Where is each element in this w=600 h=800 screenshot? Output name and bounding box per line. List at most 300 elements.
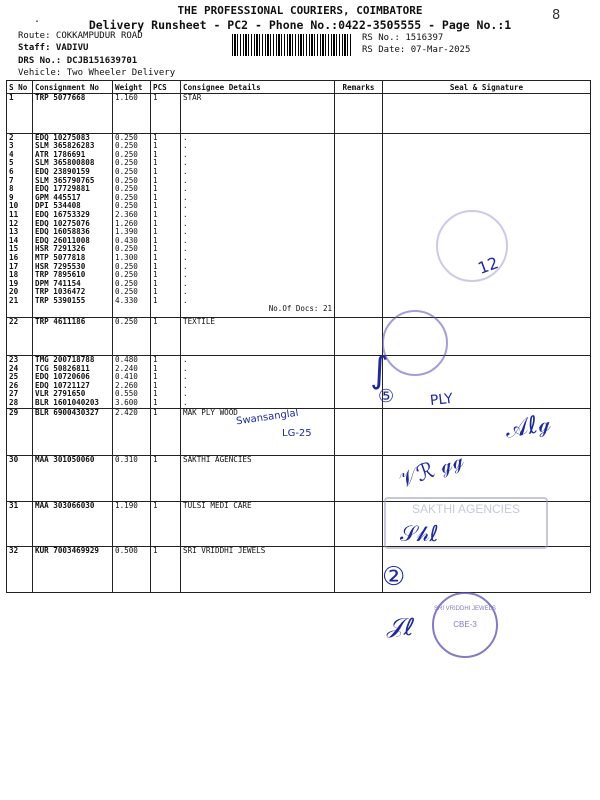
weight-cell: 0.310 — [113, 456, 151, 465]
pcs-cell: 1 — [151, 288, 181, 297]
consignment-cell: MAA 301050060 — [33, 456, 113, 465]
weight-cell: 1.390 — [113, 228, 151, 237]
weight-cell: 0.250 — [113, 168, 151, 177]
table-row — [7, 271, 591, 280]
table-row — [7, 280, 591, 289]
pcs-cell: 1 — [151, 151, 181, 160]
remarks-cell — [335, 263, 383, 272]
table-row — [7, 168, 591, 177]
weight-cell: 0.250 — [113, 271, 151, 280]
consignee-cell: . — [181, 228, 335, 237]
pcs-cell: 1 — [151, 245, 181, 254]
consignee-cell: . — [181, 245, 335, 254]
weight-cell: 1.260 — [113, 220, 151, 229]
rs-number: RS No.: 1516397 — [362, 33, 444, 43]
empty-cell — [33, 305, 113, 318]
empty-cell — [181, 510, 335, 547]
seal-signature-cell — [383, 151, 591, 160]
pcs-cell: 1 — [151, 271, 181, 280]
consignee-cell: . — [181, 151, 335, 160]
weight-cell: 0.250 — [113, 142, 151, 151]
sno-cell: 11 — [7, 211, 33, 220]
consignment-cell: DPI 534408 — [33, 202, 113, 211]
consignee-cell: . — [181, 177, 335, 186]
remarks-cell — [335, 501, 383, 510]
seal-signature-cell — [383, 177, 591, 186]
weight-cell: 0.250 — [113, 318, 151, 327]
consignment-cell: BLR 1601040203 — [33, 399, 113, 408]
consignment-cell: EDQ 16753329 — [33, 211, 113, 220]
consignee-cell: . — [181, 211, 335, 220]
sno-cell: 4 — [7, 151, 33, 160]
seal-signature-cell — [383, 382, 591, 391]
signature-scribble: 𝒱ℛ ℊℊ — [395, 447, 468, 494]
consignee-cell: . — [181, 382, 335, 391]
table-row — [7, 142, 591, 151]
table-row — [7, 288, 591, 297]
sno-cell: 2 — [7, 133, 33, 142]
pcs-cell: 1 — [151, 228, 181, 237]
consignee-cell: . — [181, 390, 335, 399]
sno-cell: 26 — [7, 382, 33, 391]
remarks-cell — [335, 318, 383, 327]
weight-cell: 0.250 — [113, 151, 151, 160]
seal-signature-cell — [383, 159, 591, 168]
table-row — [7, 382, 591, 391]
empty-cell — [151, 556, 181, 593]
weight-cell: 0.250 — [113, 185, 151, 194]
empty-cell — [181, 103, 335, 134]
consignee-cell: SRI VRIDDHI JEWELS — [181, 547, 335, 556]
consignee-cell: . — [181, 133, 335, 142]
sno-cell: 3 — [7, 142, 33, 151]
col-pcs: PCS — [151, 81, 181, 94]
sno-cell: 7 — [7, 177, 33, 186]
weight-cell: 0.250 — [113, 177, 151, 186]
empty-cell — [181, 465, 335, 502]
sno-cell: 31 — [7, 501, 33, 510]
pcs-cell: 1 — [151, 202, 181, 211]
consignment-cell: TRP 1036472 — [33, 288, 113, 297]
pcs-cell: 1 — [151, 211, 181, 220]
pcs-cell: 1 — [151, 94, 181, 103]
empty-cell — [335, 103, 383, 134]
empty-cell — [151, 327, 181, 356]
pcs-cell: 1 — [151, 382, 181, 391]
sno-cell: 20 — [7, 288, 33, 297]
seal-signature-cell — [383, 297, 591, 306]
empty-cell — [113, 556, 151, 593]
weight-cell: 0.250 — [113, 202, 151, 211]
sno-cell: 22 — [7, 318, 33, 327]
seal-signature-cell — [383, 94, 591, 103]
remarks-cell — [335, 142, 383, 151]
seal-signature-cell — [383, 288, 591, 297]
empty-cell — [7, 417, 33, 456]
remarks-cell — [335, 245, 383, 254]
consignment-cell: MTP 5077818 — [33, 254, 113, 263]
empty-cell — [181, 556, 335, 593]
weight-cell: 0.500 — [113, 547, 151, 556]
seal-signature-cell — [383, 142, 591, 151]
consignment-cell: TMG 200718788 — [33, 356, 113, 365]
empty-cell — [151, 510, 181, 547]
sno-cell: 15 — [7, 245, 33, 254]
consignee-cell: . — [181, 297, 335, 306]
consignee-cell: . — [181, 356, 335, 365]
consignee-cell: SAKTHI AGENCIES — [181, 456, 335, 465]
consignment-cell: DPM 741154 — [33, 280, 113, 289]
sno-cell: 23 — [7, 356, 33, 365]
table-row — [7, 151, 591, 160]
sno-cell: 25 — [7, 373, 33, 382]
table-row — [7, 159, 591, 168]
consignee-cell: . — [181, 237, 335, 246]
seal-signature-cell — [383, 408, 591, 417]
runsheet-title: Delivery Runsheet - PC2 - Phone No.:0422-3505555 - Page No.:1 — [88, 18, 512, 32]
weight-cell: 0.480 — [113, 356, 151, 365]
remarks-cell — [335, 211, 383, 220]
dot-mark: . — [34, 14, 41, 25]
weight-cell: 0.250 — [113, 133, 151, 142]
remarks-cell — [335, 456, 383, 465]
weight-cell: 2.260 — [113, 382, 151, 391]
table-row — [7, 202, 591, 211]
sno-cell: 8 — [7, 185, 33, 194]
weight-cell: 4.330 — [113, 297, 151, 306]
table-row — [7, 297, 591, 306]
vehicle-label: Vehicle: Two Wheeler Delivery — [18, 68, 176, 78]
signature-scribble: 𝒜ℓℊ — [502, 408, 553, 444]
remarks-cell — [335, 254, 383, 263]
remarks-cell — [335, 177, 383, 186]
table-row — [7, 365, 591, 374]
seal-signature-cell — [383, 280, 591, 289]
seal-signature-cell — [383, 194, 591, 203]
consignee-cell: . — [181, 220, 335, 229]
empty-cell — [33, 103, 113, 134]
consignment-cell: TRP 4611186 — [33, 318, 113, 327]
pcs-cell: 1 — [151, 220, 181, 229]
weight-cell: 0.250 — [113, 288, 151, 297]
table-row — [7, 177, 591, 186]
pcs-cell: 1 — [151, 142, 181, 151]
weight-cell: 0.550 — [113, 390, 151, 399]
weight-cell: 0.410 — [113, 373, 151, 382]
handwritten-initials: PLY — [429, 390, 454, 410]
consignment-cell: EDQ 10720606 — [33, 373, 113, 382]
remarks-cell — [335, 228, 383, 237]
signature-scribble: ∫ — [370, 350, 389, 391]
consignee-cell: TULSI MEDI CARE — [181, 501, 335, 510]
empty-cell — [335, 556, 383, 593]
table-row — [7, 456, 591, 465]
consignment-cell: SLM 365800808 — [33, 159, 113, 168]
empty-cell — [113, 103, 151, 134]
consignee-cell: . — [181, 280, 335, 289]
empty-cell — [33, 556, 113, 593]
rs-date: RS Date: 07-Mar-2025 — [362, 45, 471, 55]
consignment-cell: SLM 365790765 — [33, 177, 113, 186]
consignment-cell: EDQ 16058836 — [33, 228, 113, 237]
spacer-row — [7, 465, 591, 502]
pcs-cell: 1 — [151, 408, 181, 417]
seal-signature-cell — [383, 202, 591, 211]
table-row — [7, 318, 591, 327]
empty-cell — [151, 417, 181, 456]
remarks-cell — [335, 408, 383, 417]
pcs-cell: 1 — [151, 177, 181, 186]
spacer-row — [7, 103, 591, 134]
pcs-cell: 1 — [151, 280, 181, 289]
empty-cell — [151, 305, 181, 318]
pcs-cell: 1 — [151, 390, 181, 399]
empty-cell — [7, 103, 33, 134]
empty-cell — [335, 417, 383, 456]
weight-cell: 1.300 — [113, 254, 151, 263]
sno-cell: 24 — [7, 365, 33, 374]
consignee-cell: . — [181, 373, 335, 382]
consignee-cell: . — [181, 254, 335, 263]
remarks-cell — [335, 399, 383, 408]
table-row — [7, 194, 591, 203]
consignment-cell: GPM 445517 — [33, 194, 113, 203]
consignee-cell: MAK PLY WOOD — [181, 408, 335, 417]
pcs-cell: 1 — [151, 159, 181, 168]
consignment-cell: EDQ 26011008 — [33, 237, 113, 246]
sno-cell: 16 — [7, 254, 33, 263]
sno-cell: 17 — [7, 263, 33, 272]
empty-cell — [33, 327, 113, 356]
sno-cell: 5 — [7, 159, 33, 168]
table-row — [7, 211, 591, 220]
sno-cell: 21 — [7, 297, 33, 306]
col-seal-signature: Seal & Signature — [383, 81, 591, 94]
empty-cell — [113, 305, 151, 318]
signature-circle: ⑤ — [378, 386, 395, 407]
weight-cell: 2.240 — [113, 365, 151, 374]
docs-count-row — [7, 305, 591, 318]
pcs-cell: 1 — [151, 501, 181, 510]
sno-cell: 32 — [7, 547, 33, 556]
pcs-cell: 1 — [151, 318, 181, 327]
consignee-cell: STAR — [181, 94, 335, 103]
sno-cell: 27 — [7, 390, 33, 399]
consignee-cell: . — [181, 399, 335, 408]
handwritten-note: Swansanglal — [235, 407, 300, 428]
spacer-row — [7, 556, 591, 593]
empty-cell — [7, 465, 33, 502]
sno-cell: 29 — [7, 408, 33, 417]
sno-cell: 14 — [7, 237, 33, 246]
col-consignee: Consignee Details — [181, 81, 335, 94]
consignment-cell: EDQ 17729881 — [33, 185, 113, 194]
consignment-cell: TRP 5390155 — [33, 297, 113, 306]
handwritten-number: 12 — [475, 253, 501, 278]
pcs-cell: 1 — [151, 373, 181, 382]
empty-cell — [335, 305, 383, 318]
seal-signature-cell — [383, 185, 591, 194]
empty-cell — [383, 103, 591, 134]
consignment-cell: EDQ 23890159 — [33, 168, 113, 177]
remarks-cell — [335, 194, 383, 203]
seal-signature-cell — [383, 133, 591, 142]
consignment-cell: SLM 365826283 — [33, 142, 113, 151]
consignee-cell: . — [181, 263, 335, 272]
weight-cell: 0.430 — [113, 237, 151, 246]
consignee-cell: . — [181, 202, 335, 211]
drs-number: DRS No.: DCJB151639701 — [18, 56, 138, 66]
remarks-cell — [335, 280, 383, 289]
docs-count: No.Of Docs: 21 — [181, 305, 335, 318]
remarks-cell — [335, 220, 383, 229]
round-stamp — [436, 210, 508, 282]
table-header-row — [7, 81, 591, 94]
sno-cell: 6 — [7, 168, 33, 177]
consignment-cell: HSR 7295530 — [33, 263, 113, 272]
consignee-cell: . — [181, 271, 335, 280]
remarks-cell — [335, 94, 383, 103]
table-row — [7, 399, 591, 408]
weight-cell: 0.250 — [113, 245, 151, 254]
seal-signature-cell — [383, 168, 591, 177]
handwritten-code: LG-25 — [282, 428, 312, 439]
consignee-cell: . — [181, 365, 335, 374]
spacer-row — [7, 327, 591, 356]
stamp-text: CBE-3 — [453, 620, 477, 629]
table-row — [7, 390, 591, 399]
remarks-cell — [335, 202, 383, 211]
weight-cell: 0.250 — [113, 194, 151, 203]
pcs-cell: 1 — [151, 547, 181, 556]
table-row — [7, 356, 591, 365]
pcs-cell: 1 — [151, 263, 181, 272]
empty-cell — [383, 556, 591, 593]
remarks-cell — [335, 185, 383, 194]
empty-cell — [113, 327, 151, 356]
empty-cell — [151, 103, 181, 134]
sno-cell: 12 — [7, 220, 33, 229]
consignment-cell: EDQ 10275076 — [33, 220, 113, 229]
sno-cell: 28 — [7, 399, 33, 408]
empty-cell — [113, 417, 151, 456]
pcs-cell: 1 — [151, 133, 181, 142]
consignment-cell: BLR 6900430327 — [33, 408, 113, 417]
consignee-cell: . — [181, 159, 335, 168]
remarks-cell — [335, 133, 383, 142]
empty-cell — [113, 510, 151, 547]
empty-cell — [151, 465, 181, 502]
seal-signature-cell — [383, 399, 591, 408]
pcs-cell: 1 — [151, 399, 181, 408]
consignee-cell: TEXTILE — [181, 318, 335, 327]
empty-cell — [335, 510, 383, 547]
pcs-cell: 1 — [151, 456, 181, 465]
barcode-image — [232, 34, 352, 56]
consignment-cell: MAA 303066030 — [33, 501, 113, 510]
stamp-text: SRI VRIDDHI JEWELS — [434, 606, 497, 612]
remarks-cell — [335, 390, 383, 399]
remarks-cell — [335, 297, 383, 306]
remarks-cell — [335, 159, 383, 168]
consignment-cell: VLR 2791650 — [33, 390, 113, 399]
staff-label: Staff: VADIVU — [18, 43, 89, 53]
empty-cell — [33, 417, 113, 456]
rectangle-stamp: SAKTHI AGENCIES — [384, 497, 548, 549]
empty-cell — [7, 305, 33, 318]
sno-cell: 9 — [7, 194, 33, 203]
consignment-cell: EDQ 10721127 — [33, 382, 113, 391]
empty-cell — [7, 327, 33, 356]
remarks-cell — [335, 168, 383, 177]
weight-cell: 3.600 — [113, 399, 151, 408]
sno-cell: 30 — [7, 456, 33, 465]
round-stamp — [382, 310, 448, 376]
col-weight: Weight — [113, 81, 151, 94]
pcs-cell: 1 — [151, 297, 181, 306]
table-row — [7, 94, 591, 103]
consignee-cell: . — [181, 142, 335, 151]
pcs-cell: 1 — [151, 194, 181, 203]
remarks-cell — [335, 237, 383, 246]
col-sno: S No — [7, 81, 33, 94]
weight-cell: 2.420 — [113, 408, 151, 417]
empty-cell — [383, 417, 591, 456]
remarks-cell — [335, 547, 383, 556]
weight-cell: 1.160 — [113, 94, 151, 103]
weight-cell: 0.250 — [113, 159, 151, 168]
empty-cell — [33, 510, 113, 547]
consignee-cell: . — [181, 194, 335, 203]
sno-cell: 19 — [7, 280, 33, 289]
empty-cell — [7, 556, 33, 593]
empty-cell — [33, 465, 113, 502]
signature-scribble: 𝒮𝒽ℓ — [400, 522, 439, 547]
weight-cell: 0.250 — [113, 280, 151, 289]
table-row — [7, 373, 591, 382]
empty-cell — [7, 510, 33, 547]
sno-cell: 13 — [7, 228, 33, 237]
empty-cell — [113, 465, 151, 502]
signature-circle: ② — [382, 562, 406, 592]
consignment-cell: TCG 50826811 — [33, 365, 113, 374]
company-name: THE PROFESSIONAL COURIERS, COIMBATORE — [177, 4, 423, 17]
empty-cell — [181, 327, 335, 356]
weight-cell: 1.190 — [113, 501, 151, 510]
remarks-cell — [335, 151, 383, 160]
table-row — [7, 185, 591, 194]
consignee-cell: . — [181, 185, 335, 194]
remarks-cell — [335, 271, 383, 280]
consignee-cell: . — [181, 168, 335, 177]
col-remarks: Remarks — [335, 81, 383, 94]
sno-cell: 18 — [7, 271, 33, 280]
sno-cell: 10 — [7, 202, 33, 211]
weight-cell: 2.360 — [113, 211, 151, 220]
consignment-cell: TRP 5077668 — [33, 94, 113, 103]
table-row — [7, 133, 591, 142]
signature-scribble: 𝒥ℓ — [386, 610, 417, 642]
consignment-cell: KUR 7003469929 — [33, 547, 113, 556]
consignment-cell: TRP 7895610 — [33, 271, 113, 280]
col-consignment: Consignment No — [33, 81, 113, 94]
consignment-cell: ATR 1786691 — [33, 151, 113, 160]
pcs-cell: 1 — [151, 185, 181, 194]
consignment-cell: EDQ 10275083 — [33, 133, 113, 142]
pcs-cell: 1 — [151, 356, 181, 365]
sno-cell: 1 — [7, 94, 33, 103]
empty-cell — [335, 465, 383, 502]
